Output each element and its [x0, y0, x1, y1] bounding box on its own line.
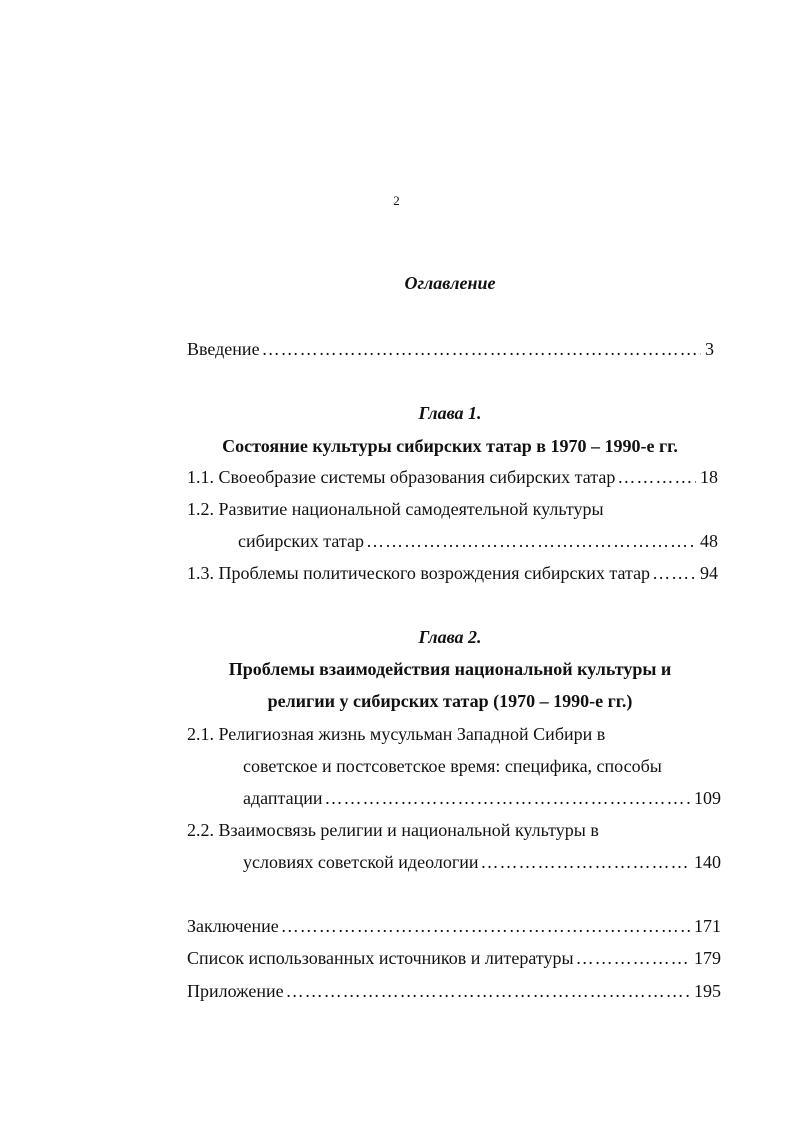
toc-entry-intro [187, 338, 714, 360]
toc-entry-page: 195 [694, 981, 721, 1001]
toc-entry-page: 171 [694, 916, 721, 936]
toc-entry-2-1-label: 2.1. Религиозная жизнь мусульман Западной Сибири в [187, 724, 606, 744]
leader-dots [366, 530, 696, 552]
chapter2-title-line2: религии у сибирских татар (1970 – 1990-е гг.) [267, 691, 633, 711]
chapter1-heading: Глава 1. [418, 403, 482, 423]
toc-entry-label: Список использованных источников и литературы [187, 948, 574, 968]
toc-entry-label: Введение [187, 339, 260, 359]
toc-entry-page: 3 [705, 339, 714, 359]
leader-dots [281, 915, 690, 937]
toc-entry-label: Заключение [187, 916, 279, 936]
toc-entry-conclusion [187, 915, 721, 937]
toc-entry-references [187, 947, 721, 969]
toc-entry-label: 1.1. Своеобразие системы образования сибирских татар [187, 467, 616, 487]
leader-dots [652, 562, 696, 584]
toc-entry-page: 179 [694, 948, 721, 968]
toc-entry-1-2 [238, 530, 718, 552]
leader-dots [286, 980, 690, 1002]
toc-entry-1-2-label: 1.2. Развитие национальной самодеятельной культуры [187, 499, 604, 519]
toc-entry-1-3 [187, 562, 718, 584]
chapter1-title: Состояние культуры сибирских татар в 1970 – 1990-е гг. [222, 436, 678, 456]
toc-entry-page: 109 [694, 788, 721, 808]
toc-entry-appendix [187, 980, 721, 1002]
toc-entry-page: 48 [700, 531, 718, 551]
toc-title: Оглавление [404, 273, 496, 293]
toc-entry-continuation: адаптации [243, 788, 323, 808]
chapter2-title-line1: Проблемы взаимодействия национальной культуры и [228, 659, 672, 679]
toc-entry-label: 1.3. Проблемы политического возрождения сибирских татар [187, 563, 651, 583]
leader-dots [576, 947, 690, 969]
leader-dots [617, 466, 696, 488]
toc-entry-page: 140 [694, 852, 721, 872]
chapter2-heading: Глава 2. [418, 627, 482, 647]
page-number: 2 [393, 193, 400, 208]
leader-dots [480, 851, 690, 873]
toc-entry-2-1-continuation: советское и постсоветское время: специфика, способы [243, 756, 662, 776]
leader-dots [325, 787, 690, 809]
toc-entry-continuation: условиях советской идеологии [243, 852, 479, 872]
toc-entry-1-1 [187, 466, 718, 488]
toc-entry-page: 94 [700, 563, 718, 583]
toc-entry-label: Приложение [187, 981, 284, 1001]
leader-dots [262, 338, 701, 360]
toc-entry-page: 18 [700, 467, 718, 487]
toc-entry-2-2-label: 2.2. Взаимосвязь религии и национальной культуры в [187, 820, 599, 840]
toc-entry-2-2 [243, 851, 721, 873]
toc-entry-continuation: сибирских татар [238, 531, 364, 551]
toc-entry-2-1 [243, 787, 721, 809]
